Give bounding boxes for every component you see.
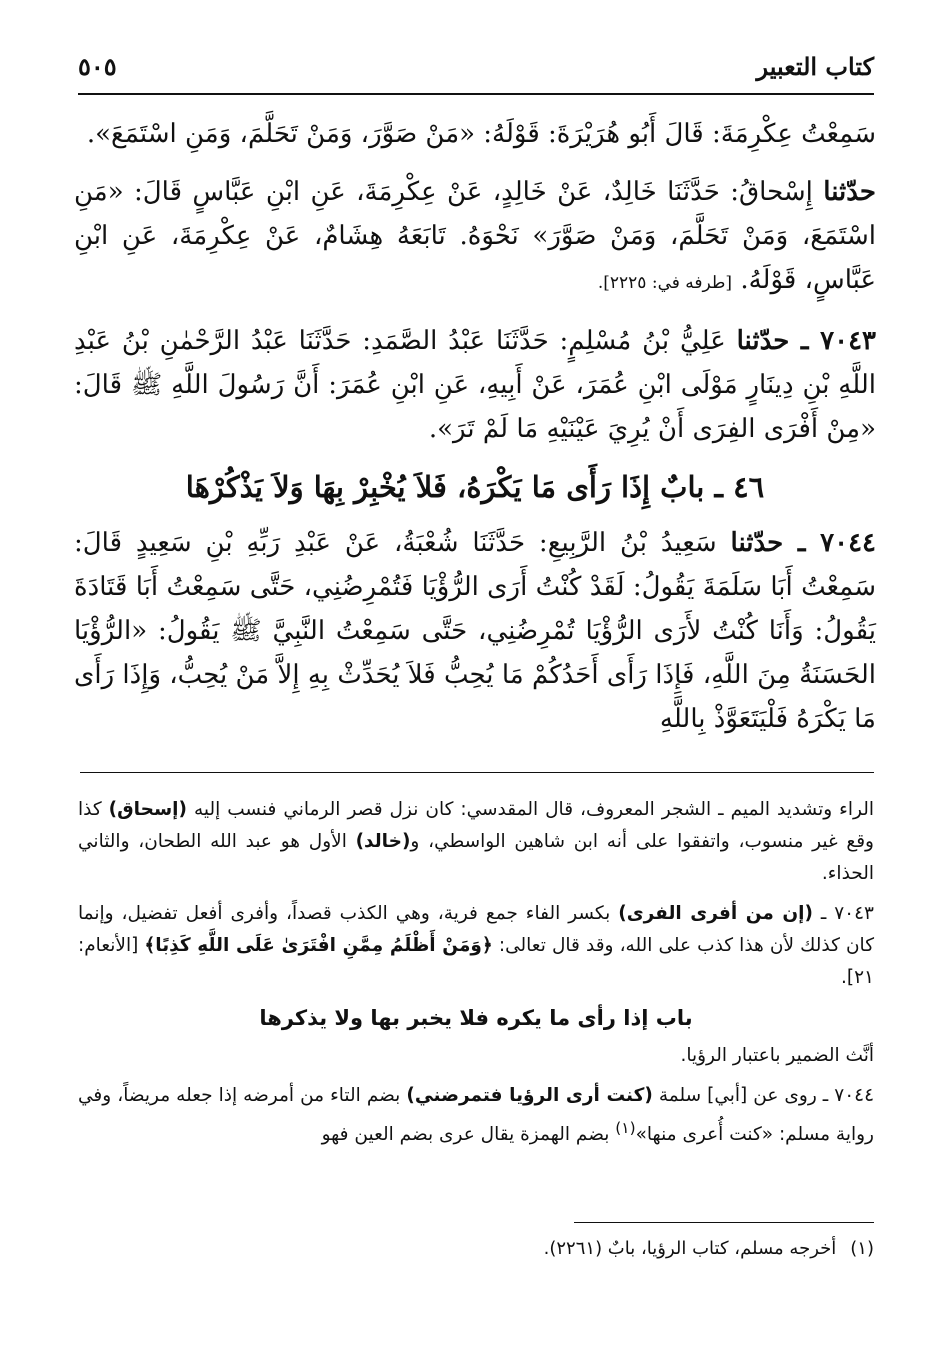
commentary-paragraph-7044 <box>78 1080 874 1151</box>
commentary-7043-term: (إن من أفرى الفرى) <box>618 903 813 924</box>
commentary-paragraph-3 <box>78 1040 874 1072</box>
hadith-7043-text: عَلِيُّ بْنُ مُسْلِمٍ: حَدَّثَنَا عَبْدُ الصَّمَدِ: حَدَّثَنَا عَبْدُ الرَّحْمٰنِ بْنُ عَبْدِ اللَّهِ بْنِ دِينَارٍ مَوْلَى ابْنِ عُمَرَ، عَنْ أَبِيهِ، عَنِ ابْنِ عُمَرَ: أَنَّ رَسُولَ اللَّهِ ﷺ قَالَ: «مِنْ أَفْرَى الفِرَى أَنْ يُرِيَ عَيْنَيْهِ مَا لَمْ تَرَ». <box>74 326 876 444</box>
commentary-7044-text-a: ٧٠٤٤ ـ روى عن [أبي] سلمة <box>652 1085 875 1106</box>
commentary-7044-text-d: بضم الهمزة يقال عرى بضم العين فهو <box>321 1124 616 1146</box>
commentary-divider <box>80 772 874 773</box>
commentary-7043-text: بكسر الفاء جمع فرية، وهي الكذب قصداً، وأفرى أفعل تفضيل، وإنما كان كذلك لأن هذا كذب على الله، وقد قال تعالى: <box>78 903 875 956</box>
paragraph-2-reference: [طرفه في: ٢٢٢٥]. <box>597 273 733 293</box>
footnote-number: (١) <box>850 1238 874 1259</box>
commentary-1-text-a: الراء وتشديد الميم ـ الشجر المعروف، قال المقدسي: كان نزل قصر الرماني فنسب إليه <box>186 799 874 820</box>
paragraph-2-lead: حدّثنا <box>823 177 876 207</box>
hadith-7043 <box>74 319 876 451</box>
hadith-7044-lead: ٧٠٤٤ ـ حدّثنا <box>730 528 876 558</box>
main-text <box>74 112 876 755</box>
running-title: كتاب التعبير <box>756 52 874 81</box>
commentary-1-text-d: الأول هو عبد الله الطحان، والثاني الحذاء. <box>78 831 874 884</box>
footnote <box>78 1234 874 1264</box>
commentary-1-text-c: كذا وقع غير منسوب، واتفقوا على أنه ابن شاهين الواسطي، و <box>78 799 874 852</box>
paragraph-2-text: إِسْحاقُ: حَدَّثَنَا خَالِدٌ، عَنْ خَالِدٍ، عَنْ عِكْرِمَةَ، عَنِ ابْنِ عَبَّاسٍ قَالَ: «مَنِ اسْتَمَعَ، وَمَنْ تَحَلَّمَ، وَمَنْ صَوَّرَ» نَحْوَهُ. تَابَعَهُ هِشَامٌ، عَنْ عِكْرِمَةَ، عَنِ ابْنِ عَبَّاسٍ، قَوْلَهُ. <box>74 177 876 295</box>
header-rule <box>78 93 874 95</box>
hadith-7044-text: سَعِيدُ بْنُ الرَّبِيعِ: حَدَّثَنَا شُعْبَةُ، عَنْ عَبْدِ رَبِّهِ بْنِ سَعِيدٍ قَالَ: سَمِعْتُ أَبَا سَلَمَةَ يَقُولُ: لَقَدْ كُنْتُ أَرَى الرُّؤْيَا فَتُمْرِضُنِي، حَتَّى سَمِعْتُ أَبَا قَتَادَةَ يَقُولُ: وَأَنَا كُنْتُ لأَرَى الرُّؤْيَا تُمْرِضُنِي، حَتَّى سَمِعْتُ النَّبِيَّ ﷺ يَقُولُ: «الرُّؤْيَا الحَسَنَةُ مِنَ اللَّهِ، فَإِذَا رَأَى أَحَدُكُمْ مَا يُحِبُّ فَلاَ يُحَدِّثْ بِهِ إِلاَّ مَنْ يُحِبُّ، وَإِذَا رَأَى مَا يَكْرَهُ فَلْيَتَعَوَّذْ بِاللَّهِ <box>74 528 876 734</box>
commentary-7043-number: ٧٠٤٣ ـ <box>812 903 874 924</box>
chapter-heading: ٤٦ ـ بابٌ إِذَا رَأَى مَا يَكْرَهُ، فَلاَ يُخْبِرْ بِهَا وَلاَ يَذْكُرْهَا <box>185 470 765 504</box>
commentary-paragraph-1 <box>78 794 874 890</box>
paragraph-2 <box>74 170 876 305</box>
commentary-1-term-khalid: (خالد) <box>355 831 411 852</box>
commentary-7044-text-c: بضم التاء من أمرضه إذا جعله مريضاً، وفي رواية مسلم: «كنت أُعرى منها» <box>78 1085 874 1146</box>
commentary-7044-term: (كنت أرى الرؤيا فتمرضني) <box>406 1085 653 1106</box>
commentary-7043-citation: [الأنعام: ٢١]. <box>78 935 874 988</box>
page-header <box>78 48 874 88</box>
footnote-rule <box>574 1222 874 1223</box>
hadith-7044 <box>74 521 876 741</box>
commentary-3-text: أنَّث الضمير باعتبار الرؤيا. <box>680 1045 874 1066</box>
commentary-sub-heading: باب إذا رأى ما يكره فلا يخبر بها ولا يذكرها <box>259 1006 693 1030</box>
commentary-section <box>78 794 874 1159</box>
commentary-1-term-ishaq: (إسحاق) <box>108 799 187 820</box>
footnote-text: أخرجه مسلم، كتاب الرؤيا، بابٌ (٢٢٦١). <box>543 1238 837 1259</box>
commentary-paragraph-7043 <box>78 898 874 994</box>
page-number: ٥٠٥ <box>78 52 117 81</box>
quran-quote: ﴿وَمَنْ أَظْلَمُ مِمَّنِ افْتَرَىٰ عَلَى اللَّهِ كَذِبًا﴾ <box>144 935 493 956</box>
footnote-marker: (١) <box>615 1119 636 1137</box>
paragraph-1-text: سَمِعْتُ عِكْرِمَةَ: قَالَ أَبُو هُرَيْرَةَ: قَوْلَهُ: «مَنْ صَوَّرَ، وَمَنْ تَحَلَّمَ، وَمَنِ اسْتَمَعَ». <box>86 119 876 149</box>
paragraph-1 <box>74 112 876 156</box>
hadith-7043-lead: ٧٠٤٣ ـ حدّثنا <box>736 326 876 356</box>
